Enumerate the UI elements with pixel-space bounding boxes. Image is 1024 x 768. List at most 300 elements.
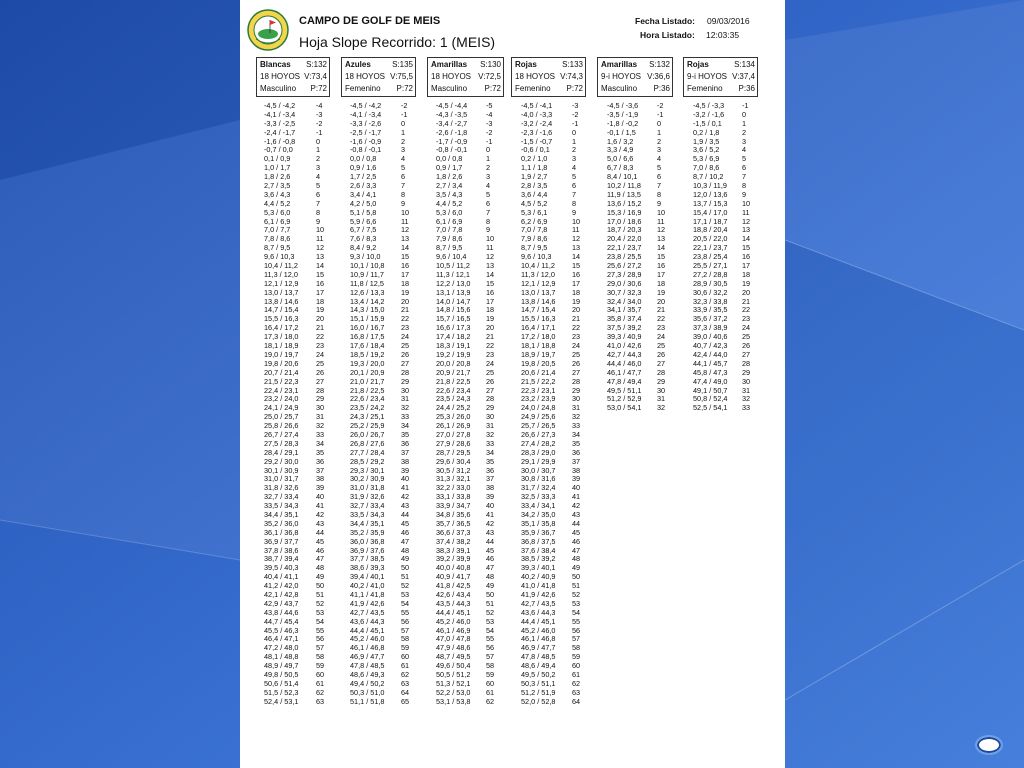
- index-range: 17,2 / 18,0: [521, 332, 556, 342]
- table-row: [350, 626, 430, 635]
- index-range: 16,0 / 16,7: [350, 323, 385, 333]
- tee-slope: S:130: [480, 60, 501, 69]
- course-handicap: 11: [742, 207, 750, 217]
- course-handicap: 39: [486, 492, 495, 502]
- course-handicap: 30: [486, 412, 495, 422]
- course-handicap: 9: [657, 198, 662, 208]
- index-range: 34,4 / 35,1: [350, 518, 385, 528]
- course-handicap: 51: [486, 598, 495, 608]
- course-handicap: 9: [572, 207, 577, 217]
- table-row: [264, 332, 344, 341]
- table-row: [607, 261, 687, 270]
- table-row: [436, 270, 516, 279]
- index-range: -4,3 / -3,5: [436, 109, 468, 119]
- table-row: [607, 119, 687, 128]
- table-row: [607, 217, 687, 226]
- course-handicap: 49: [401, 554, 410, 564]
- course-handicap: 54: [316, 616, 325, 626]
- index-range: 7,0 / 7,8: [521, 225, 548, 235]
- table-row: [521, 350, 601, 359]
- course-handicap: 20: [742, 287, 751, 297]
- course-handicap: 44: [316, 527, 325, 537]
- index-range: -2,4 / -1,7: [264, 127, 296, 137]
- course-handicap: 14: [486, 269, 495, 279]
- index-range: 14,8 / 15,6: [436, 305, 471, 315]
- index-range: 53,1 / 53,8: [436, 696, 471, 706]
- course-handicap: 18: [486, 305, 495, 315]
- table-row: [607, 297, 687, 306]
- course-handicap: 24: [401, 332, 410, 342]
- table-row: [521, 652, 601, 661]
- table-row: [607, 394, 687, 403]
- course-handicap: 47: [316, 554, 325, 564]
- table-row: [350, 563, 430, 572]
- course-handicap: 62: [486, 696, 495, 706]
- course-handicap: 27: [486, 385, 495, 395]
- index-range: 34,2 / 35,0: [521, 509, 556, 519]
- index-range: 47,2 / 48,0: [264, 643, 299, 653]
- table-row: [607, 323, 687, 332]
- course-handicap: 52: [486, 607, 495, 617]
- index-range: 51,5 / 52,3: [264, 687, 299, 697]
- table-row: [436, 448, 516, 457]
- index-range: 22,6 / 23,4: [436, 385, 471, 395]
- table-row: [436, 457, 516, 466]
- handicap-column: [264, 101, 344, 706]
- table-row: [521, 688, 601, 697]
- course-handicap: 1: [572, 136, 577, 146]
- course-handicap: 63: [572, 687, 581, 697]
- index-range: 8,4 / 9,2: [350, 243, 377, 253]
- index-range: 31,0 / 31,7: [264, 474, 299, 484]
- course-handicap: 25: [742, 332, 751, 342]
- course-handicap: 62: [316, 687, 325, 697]
- course-handicap: 34: [572, 429, 581, 439]
- table-row: [607, 252, 687, 261]
- tee-par: P:36: [653, 84, 670, 93]
- table-row: [350, 483, 430, 492]
- index-range: 20,9 / 21,7: [436, 367, 471, 377]
- index-range: 37,5 / 39,2: [607, 323, 642, 333]
- index-range: 11,3 / 12,1: [436, 269, 470, 279]
- course-handicap: 47: [486, 563, 495, 573]
- index-range: 40,9 / 41,7: [436, 572, 471, 582]
- index-range: 33,5 / 34,3: [264, 501, 299, 511]
- index-range: 30,7 / 32,3: [607, 287, 642, 297]
- course-handicap: 5: [657, 163, 662, 173]
- course-handicap: 11: [657, 216, 665, 226]
- index-range: 37,7 / 38,5: [350, 554, 385, 564]
- course-handicap: 11: [401, 216, 409, 226]
- index-range: 21,0 / 21,7: [350, 376, 385, 386]
- index-range: 42,6 / 43,4: [436, 589, 471, 599]
- table-row: [264, 466, 344, 475]
- index-range: 27,5 / 28,3: [264, 438, 299, 448]
- index-range: 41,2 / 42,0: [264, 581, 299, 591]
- index-range: 25,8 / 26,6: [264, 421, 299, 431]
- table-row: [350, 190, 430, 199]
- table-row: [264, 288, 344, 297]
- course-handicap: 53: [572, 598, 581, 608]
- course-handicap: 14: [401, 243, 410, 253]
- table-row: [607, 208, 687, 217]
- course-handicap: 1: [657, 127, 662, 137]
- table-row: [436, 528, 516, 537]
- index-range: 30,2 / 30,9: [350, 474, 385, 484]
- table-row: [264, 154, 344, 163]
- course-handicap: 16: [742, 252, 751, 262]
- index-range: 29,3 / 30,1: [350, 465, 385, 475]
- index-range: 33,4 / 34,1: [521, 501, 556, 511]
- index-range: 35,2 / 35,9: [350, 527, 385, 537]
- table-row: [436, 608, 516, 617]
- course-handicap: 23: [316, 341, 325, 351]
- course-handicap: 43: [486, 527, 495, 537]
- table-row: [264, 323, 344, 332]
- index-range: 18,1 / 18,8: [521, 341, 556, 351]
- course-handicap: 36: [572, 447, 581, 457]
- course-handicap: 31: [401, 394, 410, 404]
- course-handicap: 35: [572, 438, 581, 448]
- table-row: [607, 145, 687, 154]
- table-row: [436, 466, 516, 475]
- course-handicap: 22: [486, 341, 495, 351]
- index-range: 30,6 / 32,2: [693, 287, 728, 297]
- index-range: 15,1 / 15,9: [350, 314, 385, 324]
- table-row: [436, 243, 516, 252]
- index-range: -2,5 / -1,7: [350, 127, 382, 137]
- course-handicap: 0: [401, 118, 406, 128]
- table-row: [436, 492, 516, 501]
- table-row: [607, 270, 687, 279]
- course-handicap: 55: [316, 625, 325, 635]
- table-row: [350, 537, 430, 546]
- index-range: 13,6 / 15,2: [607, 198, 642, 208]
- course-handicap: 59: [401, 643, 410, 653]
- index-range: 18,5 / 19,2: [350, 349, 385, 359]
- table-row: [693, 217, 773, 226]
- course-handicap: 28: [401, 367, 410, 377]
- table-row: [350, 590, 430, 599]
- course-handicap: 52: [316, 598, 325, 608]
- course-handicap: 12: [486, 252, 495, 262]
- course-handicap: 32: [486, 429, 495, 439]
- course-handicap: 24: [657, 332, 666, 342]
- course-handicap: 31: [316, 412, 325, 422]
- course-handicap: 11: [316, 234, 324, 244]
- table-row: [264, 661, 344, 670]
- course-handicap: 21: [316, 323, 325, 333]
- course-handicap: 3: [657, 145, 662, 155]
- index-range: 40,2 / 41,0: [350, 581, 385, 591]
- index-range: 47,8 / 48,5: [350, 661, 385, 671]
- course-handicap: 24: [316, 349, 325, 359]
- index-range: 34,8 / 35,6: [436, 509, 471, 519]
- course-handicap: 18: [657, 278, 666, 288]
- table-row: [436, 581, 516, 590]
- index-range: 41,8 / 42,5: [436, 581, 471, 591]
- index-range: 8,7 / 9,5: [264, 243, 291, 253]
- table-row: [350, 297, 430, 306]
- table-row: [693, 243, 773, 252]
- table-row: [521, 439, 601, 448]
- course-handicap: 0: [486, 145, 491, 155]
- index-range: 47,0 / 47,8: [436, 634, 471, 644]
- course-handicap: 29: [742, 367, 751, 377]
- table-row: [350, 377, 430, 386]
- course-handicap: 23: [486, 349, 495, 359]
- course-handicap: 55: [486, 634, 495, 644]
- course-handicap: 21: [572, 314, 581, 324]
- table-row: [521, 519, 601, 528]
- index-range: 13,0 / 13,7: [264, 287, 299, 297]
- table-row: [264, 386, 344, 395]
- course-handicap: 29: [401, 376, 410, 386]
- course-handicap: 17: [401, 269, 410, 279]
- tee-slope: S:132: [649, 60, 670, 69]
- course-handicap: 23: [657, 323, 666, 333]
- table-row: [350, 581, 430, 590]
- index-range: 22,1 / 23,7: [693, 243, 728, 253]
- index-range: 41,0 / 42,6: [607, 341, 642, 351]
- table-row: [693, 386, 773, 395]
- table-row: [350, 554, 430, 563]
- table-row: [693, 190, 773, 199]
- table-row: [521, 697, 601, 706]
- index-range: 40,4 / 41,1: [264, 572, 299, 582]
- sheet-title: Hoja Slope Recorrido: 1 (MEIS): [299, 34, 496, 50]
- table-row: [693, 323, 773, 332]
- table-row: [693, 270, 773, 279]
- table-row: [607, 332, 687, 341]
- index-range: 37,6 / 38,4: [521, 545, 556, 555]
- table-row: [521, 617, 601, 626]
- course-handicap: 50: [316, 581, 325, 591]
- course-handicap: 44: [401, 509, 410, 519]
- index-range: 49,8 / 50,5: [264, 670, 299, 679]
- index-range: 16,4 / 17,1: [521, 323, 556, 333]
- course-handicap: 1: [316, 145, 321, 155]
- course-handicap: 46: [572, 536, 581, 546]
- course-handicap: 15: [657, 252, 666, 262]
- course-handicap: 37: [486, 474, 495, 484]
- table-row: [264, 483, 344, 492]
- index-range: -1,6 / -0,9: [350, 136, 382, 146]
- course-handicap: 5: [401, 163, 406, 173]
- tee-box: [683, 57, 758, 97]
- course-handicap: 16: [316, 278, 325, 288]
- index-range: 28,3 / 29,0: [521, 447, 556, 457]
- table-row: [436, 474, 516, 483]
- course-handicap: 15: [316, 269, 325, 279]
- course-handicap: 19: [401, 287, 410, 297]
- course-handicap: 53: [316, 607, 325, 617]
- index-range: 48,9 / 49,7: [264, 661, 299, 671]
- handicap-column: [607, 101, 687, 412]
- tee-value: V:74,3: [560, 72, 583, 81]
- course-handicap: 8: [657, 189, 662, 199]
- course-handicap: -1: [572, 118, 579, 128]
- table-row: [350, 466, 430, 475]
- table-row: [350, 261, 430, 270]
- course-handicap: 2: [486, 163, 491, 173]
- course-handicap: 29: [657, 376, 666, 386]
- index-range: 49,4 / 50,2: [350, 678, 385, 688]
- course-handicap: 41: [316, 501, 325, 511]
- index-range: 37,8 / 38,6: [264, 545, 299, 555]
- index-range: 2,6 / 3,3: [350, 181, 377, 191]
- table-row: [521, 172, 601, 181]
- course-handicap: 10: [572, 216, 581, 226]
- course-handicap: 28: [572, 376, 581, 386]
- course-handicap: -3: [486, 118, 493, 128]
- table-row: [436, 661, 516, 670]
- table-row: [693, 368, 773, 377]
- index-range: 50,6 / 51,4: [264, 678, 299, 688]
- tee-holes: 9-i HOYOS: [601, 72, 642, 81]
- table-row: [521, 128, 601, 137]
- course-handicap: 2: [657, 136, 662, 146]
- index-range: -1,7 / -0,9: [436, 136, 468, 146]
- club-name: CAMPO DE GOLF DE MEIS: [299, 15, 441, 27]
- table-row: [264, 359, 344, 368]
- tee-holes: 9-i HOYOS: [687, 72, 728, 81]
- tee-par: P:72: [566, 84, 583, 93]
- course-handicap: 22: [572, 323, 581, 333]
- course-handicap: 31: [572, 403, 581, 413]
- table-row: [607, 314, 687, 323]
- table-row: [521, 154, 601, 163]
- index-range: 8,7 / 9,5: [521, 243, 548, 253]
- index-range: 7,0 / 8,6: [693, 163, 720, 173]
- index-range: 27,2 / 28,8: [693, 269, 728, 279]
- index-range: 47,9 / 48,6: [436, 643, 471, 653]
- index-range: 43,6 / 44,3: [350, 616, 385, 626]
- table-row: [350, 359, 430, 368]
- index-range: 43,5 / 44,3: [436, 598, 471, 608]
- course-handicap: 20: [657, 296, 666, 306]
- course-handicap: 63: [316, 696, 325, 706]
- course-handicap: 16: [572, 269, 581, 279]
- table-row: [521, 466, 601, 475]
- index-range: 18,8 / 20,4: [693, 225, 728, 235]
- course-handicap: 1: [742, 118, 747, 128]
- course-handicap: 5: [316, 181, 321, 191]
- handicap-column: [436, 101, 516, 706]
- table-row: [436, 412, 516, 421]
- course-handicap: 27: [401, 358, 410, 368]
- course-handicap: 33: [401, 412, 410, 422]
- table-row: [521, 634, 601, 643]
- course-handicap: 48: [572, 554, 581, 564]
- index-range: -1,5 / 0,1: [693, 118, 722, 128]
- course-handicap: 40: [401, 474, 410, 484]
- table-row: [264, 652, 344, 661]
- course-handicap: 9: [401, 198, 406, 208]
- index-range: 9,6 / 10,3: [521, 252, 552, 262]
- course-handicap: 33: [742, 403, 751, 413]
- course-handicap: 47: [401, 536, 410, 546]
- course-handicap: 10: [486, 234, 495, 244]
- table-row: [436, 368, 516, 377]
- index-range: -1,8 / -0,2: [607, 118, 639, 128]
- course-handicap: 29: [572, 385, 581, 395]
- index-range: 15,5 / 16,3: [521, 314, 556, 324]
- table-row: [521, 323, 601, 332]
- index-range: 5,3 / 6,9: [693, 154, 720, 164]
- tee-slope: S:134: [734, 60, 755, 69]
- table-row: [521, 403, 601, 412]
- table-row: [264, 377, 344, 386]
- next-slide-button[interactable]: [975, 735, 1003, 755]
- index-range: 29,1 / 29,9: [521, 456, 556, 466]
- index-range: 7,9 / 8,6: [521, 234, 548, 244]
- index-range: 6,1 / 6,9: [264, 216, 291, 226]
- table-row: [436, 652, 516, 661]
- table-row: [350, 617, 430, 626]
- index-range: 10,4 / 11,2: [521, 261, 555, 271]
- index-range: 14,7 / 15,4: [521, 305, 556, 315]
- table-row: [693, 119, 773, 128]
- course-handicap: 34: [316, 438, 325, 448]
- course-handicap: -3: [572, 101, 579, 110]
- course-handicap: 19: [657, 287, 666, 297]
- course-handicap: 4: [742, 145, 747, 155]
- index-range: 32,2 / 33,0: [436, 483, 471, 493]
- index-range: 20,5 / 22,0: [693, 234, 728, 244]
- course-handicap: 34: [401, 421, 410, 431]
- table-row: [350, 546, 430, 555]
- table-row: [350, 137, 430, 146]
- index-range: 29,0 / 30,6: [607, 278, 642, 288]
- table-row: [436, 643, 516, 652]
- index-range: 17,3 / 18,0: [264, 332, 299, 342]
- course-handicap: 4: [486, 181, 491, 191]
- course-handicap: 44: [572, 518, 581, 528]
- course-handicap: 10: [401, 207, 410, 217]
- course-handicap: -1: [657, 109, 664, 119]
- table-row: [264, 119, 344, 128]
- tee-box: [341, 57, 416, 97]
- course-handicap: 7: [316, 198, 321, 208]
- table-row: [693, 128, 773, 137]
- index-range: 16,4 / 17,2: [264, 323, 299, 333]
- table-row: [264, 572, 344, 581]
- tee-name: Amarillas: [431, 60, 468, 69]
- course-handicap: 62: [401, 670, 410, 679]
- table-row: [693, 145, 773, 154]
- index-range: 10,9 / 11,7: [350, 269, 384, 279]
- course-handicap: 19: [316, 305, 325, 315]
- index-range: 22,3 / 23,1: [521, 385, 556, 395]
- index-range: -3,5 / -1,9: [607, 109, 639, 119]
- index-range: 47,4 / 49,0: [693, 376, 728, 386]
- index-range: 35,7 / 36,5: [436, 518, 471, 528]
- course-handicap: 58: [401, 634, 410, 644]
- course-handicap: 27: [657, 358, 666, 368]
- course-handicap: 26: [657, 349, 666, 359]
- course-handicap: 4: [401, 154, 406, 164]
- course-handicap: 32: [316, 421, 325, 431]
- table-row: [350, 323, 430, 332]
- table-row: [350, 101, 430, 110]
- table-row: [350, 154, 430, 163]
- table-row: [521, 181, 601, 190]
- index-range: 51,2 / 52,9: [607, 394, 642, 404]
- course-handicap: 12: [742, 216, 751, 226]
- course-handicap: 2: [401, 136, 406, 146]
- table-row: [436, 483, 516, 492]
